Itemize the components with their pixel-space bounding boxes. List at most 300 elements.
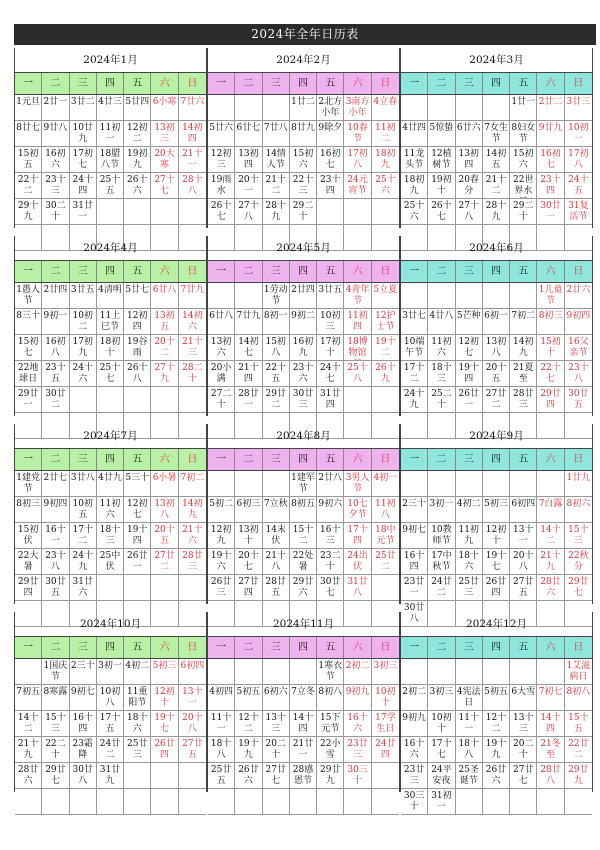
lunar-label: 十五 (573, 175, 589, 196)
lunar-label: 初三 (216, 149, 232, 170)
day-cell (124, 523, 151, 549)
day-number: 16 (45, 525, 57, 535)
day-cell (70, 121, 97, 147)
day-number: 19 (485, 739, 498, 749)
day-cell (537, 173, 564, 199)
lunar-label: 初五 (242, 687, 261, 697)
lunar-label: 初八 (271, 337, 286, 358)
day-number: 18 (375, 525, 387, 535)
day-number: 2 (70, 661, 77, 671)
empty-cell (428, 283, 455, 309)
lunar-label: 十四 (78, 713, 93, 734)
day-cell (70, 361, 97, 387)
day-cell (483, 685, 510, 711)
day-number: 30 (45, 201, 57, 211)
lunar-label: 廿五 (216, 765, 232, 786)
weekday-label: 五 (510, 637, 537, 658)
day-cell (565, 335, 592, 361)
day-number: 4 (98, 97, 104, 107)
day-number: 1 (566, 473, 573, 483)
month-block (14, 424, 207, 604)
empty-cell (537, 659, 564, 685)
lunar-label: 廿一 (298, 739, 314, 760)
day-number: 23 (292, 363, 305, 373)
lunar-label: 初八 (573, 149, 589, 170)
day-number: 19 (485, 551, 498, 561)
weekday-header (208, 72, 399, 95)
day-number: 22 (265, 363, 277, 373)
lunar-label: 十二 (78, 525, 93, 546)
lunar-label: 初八 (380, 499, 396, 520)
empty-cell (124, 199, 151, 225)
day-number: 22 (540, 363, 552, 373)
empty-cell (344, 789, 371, 815)
day-cell (344, 283, 371, 309)
month-block (207, 236, 400, 416)
day-number: 22 (292, 175, 305, 185)
lunar-label: 护士节 (376, 311, 396, 332)
day-cell (42, 549, 69, 575)
day-number: 28 (513, 389, 525, 399)
day-cell (235, 335, 262, 361)
day-number: 28 (17, 765, 30, 775)
day-cell (15, 335, 42, 361)
day-grid (208, 283, 399, 439)
lunar-label: 立秋 (269, 499, 288, 509)
day-cell (537, 523, 564, 549)
day-cell (290, 361, 317, 387)
day-cell (483, 147, 510, 173)
weekday-label: 五 (510, 261, 537, 282)
day-number: 31 (568, 201, 580, 211)
day-cell (428, 763, 455, 789)
day-cell (344, 147, 371, 173)
day-number: 24 (375, 739, 387, 749)
lunar-label: 初四 (215, 687, 234, 697)
lunar-label: 十九 (160, 363, 175, 384)
day-number: 14 (265, 149, 277, 159)
weekday-label: 五 (510, 73, 537, 94)
empty-cell (401, 471, 428, 497)
day-cell (401, 199, 428, 225)
lunar-label: 十五 (50, 363, 66, 384)
day-number: 14 (540, 525, 552, 535)
lunar-label: 廿七 (408, 311, 427, 321)
weekday-label: 三 (263, 449, 290, 470)
weekday-header (401, 72, 592, 95)
day-cell (263, 173, 290, 199)
day-cell (483, 173, 510, 199)
day-number: 2 (318, 97, 325, 107)
weekday-label: 五 (317, 637, 344, 658)
day-number: 15 (17, 149, 30, 159)
day-number: 4 (98, 473, 104, 483)
day-cell (317, 659, 344, 685)
day-number: 6 (236, 499, 243, 509)
weekday-label: 四 (290, 637, 317, 658)
day-cell (537, 283, 564, 309)
weekday-label: 二 (42, 637, 69, 658)
day-cell (97, 335, 124, 361)
lunar-label: 廿六 (215, 123, 234, 133)
day-cell (317, 309, 344, 335)
day-number: 11 (99, 311, 112, 321)
lunar-label: 十五 (105, 175, 121, 196)
day-number: 28 (182, 551, 194, 561)
day-cell (510, 173, 537, 199)
lunar-label: 十六 (78, 363, 93, 384)
weekday-label: 六 (151, 73, 178, 94)
lunar-label: 初九 (351, 687, 370, 697)
day-cell (97, 549, 124, 575)
lunar-label: 廿七 (49, 473, 68, 483)
day-cell (70, 95, 97, 121)
day-cell (537, 361, 564, 387)
empty-cell (290, 659, 317, 685)
day-cell (208, 147, 235, 173)
day-cell (565, 575, 592, 601)
lunar-label: 末伏 (271, 525, 286, 546)
empty-cell (317, 199, 344, 225)
day-cell (42, 309, 69, 335)
lunar-label: 廿四 (131, 97, 150, 107)
lunar-label: 初五 (78, 499, 93, 520)
lunar-label: 十一 (187, 149, 203, 170)
day-cell (344, 575, 371, 601)
lunar-label: 十九 (546, 551, 561, 572)
lunar-label: 初二 (517, 311, 536, 321)
day-cell (565, 737, 592, 763)
day-number: 10 (347, 123, 359, 133)
day-cell (483, 763, 510, 789)
day-number: 23 (320, 551, 332, 561)
day-number: 25 (403, 201, 416, 211)
day-cell (510, 763, 537, 789)
lunar-label: 初八 (572, 687, 591, 697)
day-number: 3 (345, 97, 352, 107)
day-number: 27 (154, 363, 166, 373)
lunar-label: 初十 (436, 713, 452, 734)
day-number: 5 (209, 499, 215, 509)
empty-cell (344, 199, 371, 225)
day-number: 15 (320, 713, 332, 723)
day-number: 21 (485, 175, 498, 185)
lunar-label: 廿六 (78, 577, 93, 598)
day-cell (42, 387, 69, 413)
day-cell (537, 575, 564, 601)
lunar-label: 廿二 (271, 389, 286, 410)
lunar-label: 十五 (491, 363, 507, 384)
day-cell (263, 147, 290, 173)
day-number: 13 (154, 123, 166, 133)
day-number: 5 (373, 285, 380, 295)
day-number: 25 (431, 389, 443, 399)
empty-cell (372, 387, 399, 413)
day-cell (70, 575, 97, 601)
lunar-label: 廿五 (50, 577, 66, 598)
day-number: 16 (568, 337, 580, 347)
day-number: 29 (292, 201, 305, 211)
lunar-label: 初七 (546, 149, 561, 170)
day-cell (428, 523, 455, 549)
weekday-label: 六 (344, 261, 371, 282)
weekday-header (401, 636, 592, 659)
day-cell (70, 199, 97, 225)
calendar-grid (14, 48, 593, 812)
lunar-label: 初十 (243, 525, 259, 546)
lunar-label: 初三 (242, 499, 261, 509)
lunar-label: 廿三 (518, 389, 534, 410)
weekday-header (208, 260, 399, 283)
day-number: 26 (210, 577, 223, 587)
lunar-label: 初二 (215, 499, 234, 509)
month-block (400, 612, 593, 812)
day-cell (97, 737, 124, 763)
lunar-label: 十三 (105, 525, 121, 546)
day-number: 12 (154, 687, 166, 697)
day-number: 11 (99, 499, 112, 509)
day-number: 30 (320, 577, 332, 587)
weekday-label: 三 (70, 73, 97, 94)
day-number: 13 (485, 337, 498, 347)
day-cell (317, 737, 344, 763)
empty-cell (537, 789, 564, 815)
lunar-label: 博物馆 (348, 337, 368, 358)
lunar-label: 初九 (408, 713, 427, 723)
lunar-label: 十二 (409, 363, 425, 384)
day-cell (317, 497, 344, 523)
day-number: 24 (568, 175, 580, 185)
weekday-label: 一 (15, 73, 42, 94)
day-number: 9 (318, 499, 325, 509)
weekday-label: 四 (97, 261, 124, 282)
day-cell (263, 737, 290, 763)
lunar-label: 宪法日 (462, 687, 481, 708)
lunar-label: 初九 (380, 149, 396, 170)
day-number: 23 (45, 551, 57, 561)
day-number: 10 (431, 713, 443, 723)
day-cell (428, 173, 455, 199)
lunar-label: 十六 (409, 739, 425, 760)
empty-cell (483, 283, 510, 309)
day-cell (344, 497, 371, 523)
lunar-label: 廿六 (572, 285, 591, 295)
day-cell (401, 387, 428, 413)
day-cell (124, 737, 151, 763)
day-number: 17 (403, 363, 416, 373)
day-cell (97, 471, 124, 497)
day-cell (344, 659, 371, 685)
day-number: 21 (17, 739, 30, 749)
day-cell (208, 497, 235, 523)
day-number: 25 (99, 363, 112, 373)
day-number: 8 (291, 499, 297, 509)
day-number: 15 (17, 525, 30, 535)
lunar-label: 十八 (271, 551, 286, 572)
day-cell (290, 173, 317, 199)
day-number: 26 (127, 175, 139, 185)
day-cell (263, 711, 290, 737)
empty-cell (235, 95, 262, 121)
day-number: 30 (403, 603, 416, 613)
day-number: 28 (265, 201, 277, 211)
weekday-label: 日 (187, 642, 198, 653)
day-number: 8 (318, 687, 325, 697)
day-cell (372, 711, 399, 737)
day-cell (290, 575, 317, 601)
day-number: 18 (347, 337, 359, 347)
empty-cell (151, 199, 178, 225)
empty-cell (428, 659, 455, 685)
day-cell (290, 335, 317, 361)
day-cell (317, 523, 344, 549)
lunar-label: 二十 (298, 201, 314, 222)
lunar-label: 十二 (546, 525, 561, 546)
lunar-label: 廿二 (76, 97, 95, 107)
day-number: 2 (402, 687, 408, 697)
day-number: 4 (98, 285, 104, 295)
lunar-label: 十九 (243, 739, 259, 760)
lunar-label: 十一 (464, 713, 479, 734)
day-number: 7 (484, 123, 490, 133)
lunar-label: 元宵节 (348, 175, 368, 196)
day-number: 11 (403, 149, 416, 159)
lunar-label: 十一 (216, 713, 232, 734)
day-number: 29 (17, 389, 30, 399)
lunar-label: 十八 (187, 175, 203, 196)
day-number: 14 (182, 311, 194, 321)
day-cell (510, 199, 537, 225)
day-number: 21 (238, 363, 250, 373)
weekday-label: 四 (483, 449, 510, 470)
lunar-label: 十四 (546, 175, 561, 196)
day-cell (179, 173, 206, 199)
lunar-label: 廿四 (160, 739, 175, 760)
day-cell (317, 387, 344, 413)
month-block (207, 424, 400, 604)
lunar-label: 处暑 (298, 551, 314, 572)
day-number: 24 (72, 363, 84, 373)
day-cell (401, 147, 428, 173)
weekday-label: 三 (70, 637, 97, 658)
day-cell (42, 121, 69, 147)
empty-cell (124, 789, 151, 815)
lunar-label: 廿二 (544, 97, 563, 107)
day-number: 1 (318, 661, 325, 671)
month-title: 2024年2月 (276, 54, 331, 66)
lunar-label: 立春 (379, 97, 398, 107)
day-number: 23 (72, 739, 84, 749)
lunar-label: 廿二 (296, 97, 315, 107)
weekday-label: 六 (537, 73, 564, 94)
day-number: 30 (45, 389, 57, 399)
day-cell (235, 309, 262, 335)
day-cell (456, 763, 483, 789)
lunar-label: 廿六 (462, 123, 481, 133)
day-number: 31 (72, 577, 84, 587)
day-cell (97, 95, 124, 121)
lunar-label: 中秋节 (432, 551, 452, 572)
lunar-label: 三十 (131, 473, 150, 483)
day-number: 6 (180, 661, 187, 671)
day-cell (372, 549, 399, 575)
lunar-label: 愚人节 (22, 285, 41, 306)
lunar-label: 十七 (546, 363, 561, 384)
lunar-label: 初一 (379, 473, 398, 483)
day-number: 29 (568, 765, 580, 775)
lunar-label: 初三 (489, 499, 508, 509)
day-cell (124, 95, 151, 121)
day-number: 22 (45, 739, 57, 749)
day-grid (208, 659, 399, 815)
day-cell (15, 549, 42, 575)
empty-cell (483, 95, 510, 121)
day-number: 11 (431, 337, 443, 347)
lunar-label: 十六 (464, 551, 479, 572)
lunar-label: 廿三 (464, 577, 479, 598)
lunar-label: 廿六 (491, 765, 507, 786)
weekday-label: 一 (208, 449, 235, 470)
day-cell (290, 497, 317, 523)
lunar-label: 初十 (325, 337, 341, 358)
empty-cell (510, 659, 537, 685)
empty-cell (401, 659, 428, 685)
lunar-label: 情人节 (266, 149, 286, 170)
lunar-label: 初六 (298, 149, 314, 170)
lunar-label: 初六 (518, 149, 534, 170)
day-number: 22 (17, 551, 30, 561)
day-cell (263, 497, 290, 523)
lunar-label: 廿四 (491, 577, 507, 598)
month-block (400, 236, 593, 416)
day-cell (208, 335, 235, 361)
day-number: 29 (265, 389, 277, 399)
weekday-label: 一 (401, 637, 428, 658)
weekday-label: 六 (344, 449, 371, 470)
day-number: 27 (238, 201, 250, 211)
day-cell (124, 471, 151, 497)
day-cell (179, 549, 206, 575)
lunar-label: 秋分 (573, 551, 589, 572)
lunar-label: 廿九 (242, 311, 261, 321)
lunar-label: 廿一 (78, 201, 93, 222)
lunar-label: 芒种 (462, 311, 481, 321)
day-cell (565, 95, 592, 121)
day-cell (401, 711, 428, 737)
empty-cell (456, 283, 483, 309)
lunar-label: 十二 (23, 713, 39, 734)
empty-cell (372, 789, 399, 815)
lunar-label: 初六 (187, 311, 203, 332)
lunar-label: 廿七 (50, 765, 66, 786)
day-cell (42, 659, 69, 685)
weekday-label: 五 (124, 73, 151, 94)
day-cell (15, 361, 42, 387)
weekday-label: 二 (428, 73, 455, 94)
weekday-header (208, 448, 399, 471)
empty-cell (401, 95, 428, 121)
empty-cell (97, 387, 124, 413)
day-number: 2 (566, 285, 573, 295)
lunar-label: 廿八 (546, 765, 561, 786)
lunar-label: 国庆节 (49, 661, 68, 682)
day-cell (70, 737, 97, 763)
lunar-label: 立夏 (379, 285, 398, 295)
day-number: 23 (45, 175, 57, 185)
day-cell (70, 309, 97, 335)
lunar-label: 十七 (243, 551, 259, 572)
day-cell (15, 95, 42, 121)
